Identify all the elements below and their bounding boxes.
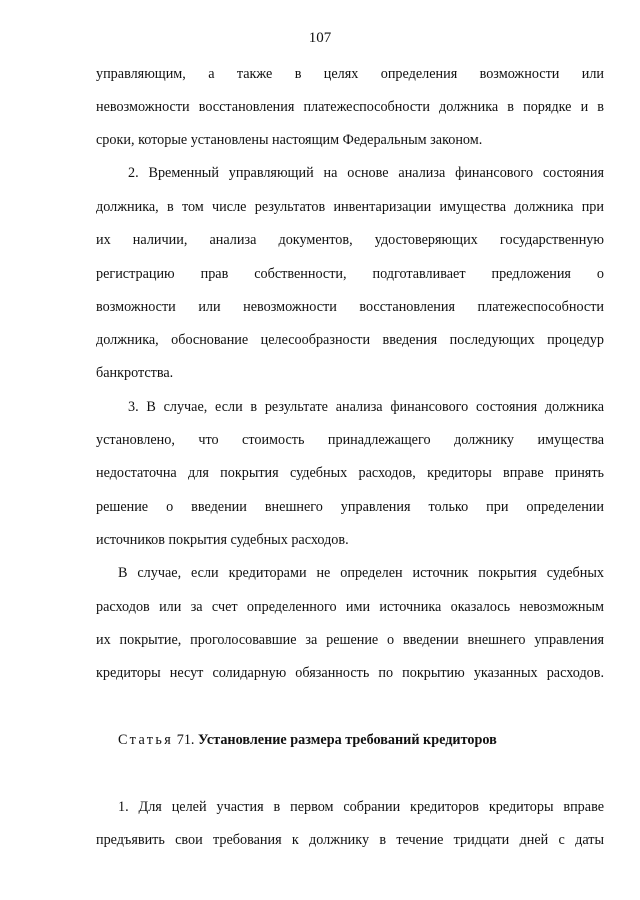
text-line: 1. Для целей участия в первом собрании кредиторов кредиторы вправе <box>118 799 604 815</box>
article-prefix: Статья <box>118 732 174 748</box>
text-line: их покрытие, проголосовавшие за решение о введении внешнего управления <box>96 632 604 648</box>
article-title: Установление размера требований кредиторов <box>198 732 497 748</box>
text-line: 3. В случае, если в результате анализа финансового состояния должника <box>128 399 604 415</box>
text-line: регистрацию прав собственности, подготавливает предложения о <box>96 266 604 282</box>
text-line: невозможности восстановления платежеспособности должника в порядке и в <box>96 99 604 115</box>
text-line: управляющим, а также в целях определения возможности или <box>96 66 604 82</box>
text-line: 2. Временный управляющий на основе анализа финансового состояния <box>128 165 604 181</box>
text-line: должника, обоснование целесообразности введения последующих процедур <box>96 332 604 348</box>
text-line: предъявить свои требования к должнику в течение тридцати дней с даты <box>96 832 604 848</box>
text-line: должника, в том числе результатов инвентаризации имущества должника при <box>96 199 604 215</box>
text-line: банкротства. <box>96 365 174 381</box>
text-line: недостаточна для покрытия судебных расходов, кредиторы вправе принять <box>96 465 604 481</box>
text-line: решение о введении внешнего управления только при определении <box>96 499 604 515</box>
text-line: источников покрытия судебных расходов. <box>96 532 349 548</box>
text-line: расходов или за счет определенного ими источника оказалось невозможным <box>96 599 604 615</box>
text-line: возможности или невозможности восстановления платежеспособности <box>96 299 604 315</box>
text-line: установлено, что стоимость принадлежащего должнику имущества <box>96 432 604 448</box>
text-line: сроки, которые установлены настоящим Федеральным законом. <box>96 132 483 148</box>
article-heading <box>118 730 604 750</box>
article-number: 71. <box>176 732 195 748</box>
text-line: В случае, если кредиторами не определен источник покрытия судебных <box>118 565 604 581</box>
text-line: кредиторы несут солидарную обязанность по покрытию указанных расходов. <box>96 665 604 681</box>
page-number: 107 <box>308 30 332 46</box>
text-line: их наличии, анализа документов, удостоверяющих государственную <box>96 232 604 248</box>
